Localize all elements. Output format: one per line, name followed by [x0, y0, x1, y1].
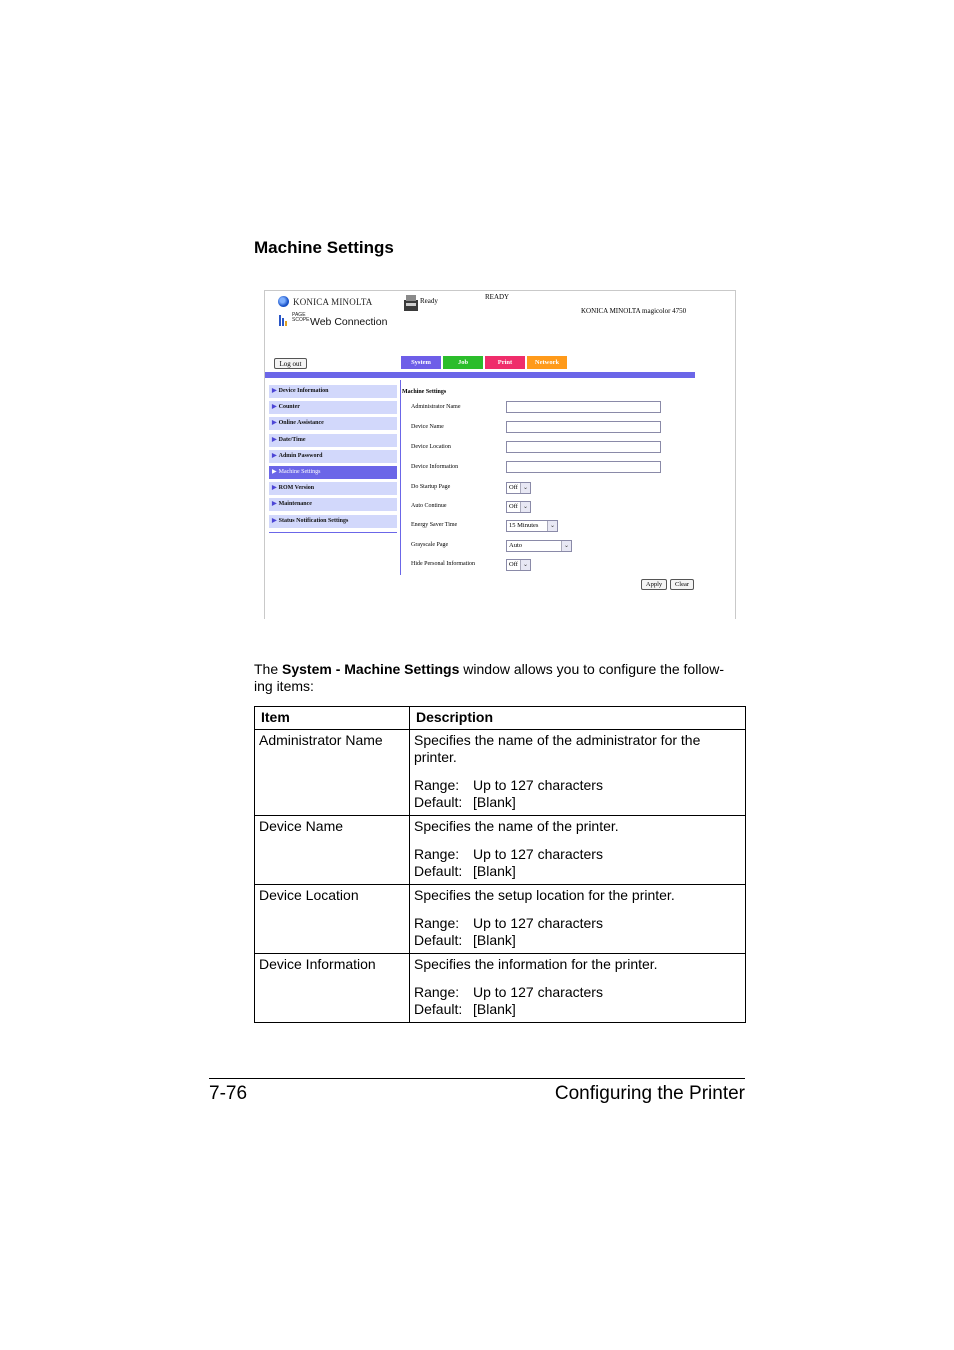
chevron-down-icon: ⌄: [520, 502, 530, 512]
brand-name: KONICA MINOLTA: [293, 297, 373, 307]
table-row: [255, 816, 746, 885]
triangle-right-icon: ▶: [272, 420, 277, 427]
chevron-down-icon: ⌄: [520, 560, 530, 570]
do-startup-page-label: Do Startup Page: [411, 484, 451, 490]
intro-paragraph: The System - Machine Settings window allows you to configure the follow- ing items:: [254, 661, 724, 694]
triangle-right-icon: ▶: [272, 517, 277, 524]
pagescope-icon: [278, 314, 290, 327]
web-connection-title: Web Connection: [310, 316, 388, 328]
grayscale-page-label: Grayscale Page: [411, 542, 449, 548]
admin-name-field[interactable]: [506, 401, 661, 413]
sidebar-item-status-notification[interactable]: ▶ Status Notification Settings: [269, 515, 397, 528]
triangle-right-icon: ▶: [272, 404, 277, 411]
logout-button[interactable]: Log out: [274, 358, 307, 369]
item-cell: Device Location: [255, 885, 410, 954]
sidebar-menu: [269, 385, 397, 531]
energy-saver-time-label: Energy Saver Time: [411, 522, 458, 528]
ready-indicator: READY: [485, 293, 510, 301]
sidebar-item-rom-version[interactable]: ▶ ROM Version: [269, 482, 397, 495]
tab-job[interactable]: Job: [443, 356, 483, 369]
grayscale-page-select[interactable]: Auto ⌄: [506, 540, 572, 552]
sidebar-item-date-time[interactable]: ▶ Date/Time: [269, 434, 397, 447]
page-number: 7-76: [209, 1083, 248, 1104]
section-title: Machine Settings: [254, 238, 394, 257]
column-header-item: Item: [255, 707, 410, 730]
description-cell: Specifies the setup location for the printer. Range: Up to 127 characters Default: [Blank]: [410, 885, 746, 954]
settings-table: [254, 706, 746, 1023]
item-cell: Device Name: [255, 816, 410, 885]
admin-name-label: Administrator Name: [411, 404, 461, 410]
web-connection-screenshot: [264, 290, 736, 619]
table-row: [255, 885, 746, 954]
triangle-right-icon: ▶: [272, 452, 277, 459]
apply-button[interactable]: Apply: [641, 579, 667, 590]
printer-icon: [402, 293, 420, 313]
device-information-field[interactable]: [506, 461, 661, 473]
status-text: Ready: [420, 297, 438, 305]
triangle-right-icon: ▶: [272, 468, 277, 475]
menu-divider: [269, 532, 397, 533]
form-title: Machine Settings: [402, 389, 447, 395]
chevron-down-icon: ⌄: [520, 483, 530, 493]
triangle-right-icon: ▶: [272, 485, 277, 492]
tab-print[interactable]: Print: [485, 356, 525, 369]
tab-network[interactable]: Network: [527, 356, 567, 369]
sidebar-item-maintenance[interactable]: ▶ Maintenance: [269, 498, 397, 511]
description-cell: Specifies the information for the printer. Range: Up to 127 characters Default: [Blank]: [410, 954, 746, 1023]
energy-saver-time-select[interactable]: 15 Minutes ⌄: [506, 520, 558, 532]
content-divider: [400, 380, 401, 575]
konica-minolta-logo-icon: [278, 296, 289, 307]
triangle-right-icon: ▶: [272, 388, 277, 394]
auto-continue-label: Auto Continue: [411, 503, 447, 509]
description-cell: Specifies the name of the printer. Range: Up to 127 characters Default: [Blank]: [410, 816, 746, 885]
table-row: [255, 954, 746, 1023]
device-location-label: Device Location: [411, 444, 451, 450]
hide-personal-info-select[interactable]: Off ⌄: [506, 559, 531, 571]
chevron-down-icon: ⌄: [561, 541, 571, 551]
device-name-field[interactable]: [506, 421, 661, 433]
device-information-label: Device Information: [411, 464, 459, 470]
footer-rule: [209, 1078, 745, 1079]
tab-system[interactable]: System: [401, 356, 441, 369]
hide-personal-info-label: Hide Personal Information: [411, 561, 475, 567]
header-bar: [265, 372, 695, 378]
chapter-title: Configuring the Printer: [554, 1083, 745, 1104]
model-name: KONICA MINOLTA magicolor 4750: [581, 307, 687, 315]
sidebar-item-machine-settings[interactable]: ▶ Machine Settings: [269, 466, 397, 479]
item-cell: Device Information: [255, 954, 410, 1023]
pagescope-tag: PAGE SCOPE: [292, 312, 310, 323]
clear-button[interactable]: Clear: [670, 579, 694, 590]
chevron-down-icon: ⌄: [547, 521, 557, 531]
sidebar-item-online-assistance[interactable]: ▶ Online Assistance: [269, 417, 397, 430]
sidebar-item-admin-password[interactable]: ▶ Admin Password: [269, 450, 397, 463]
auto-continue-select[interactable]: Off ⌄: [506, 501, 531, 513]
sidebar-item-counter[interactable]: ▶ Counter: [269, 401, 397, 414]
triangle-right-icon: ▶: [272, 436, 277, 443]
sidebar-item-device-information[interactable]: ▶ Device Information: [269, 385, 397, 398]
table-header-row: [255, 707, 746, 730]
item-cell: Administrator Name: [255, 730, 410, 816]
do-startup-page-select[interactable]: Off ⌄: [506, 482, 531, 494]
column-header-description: Description: [410, 707, 746, 730]
triangle-right-icon: ▶: [272, 501, 277, 508]
device-location-field[interactable]: [506, 441, 661, 453]
description-cell: Specifies the name of the administrator for the printer. Range: Up to 127 characters Default: [Blank]: [410, 730, 746, 816]
table-row: [255, 730, 746, 816]
device-name-label: Device Name: [411, 424, 444, 430]
